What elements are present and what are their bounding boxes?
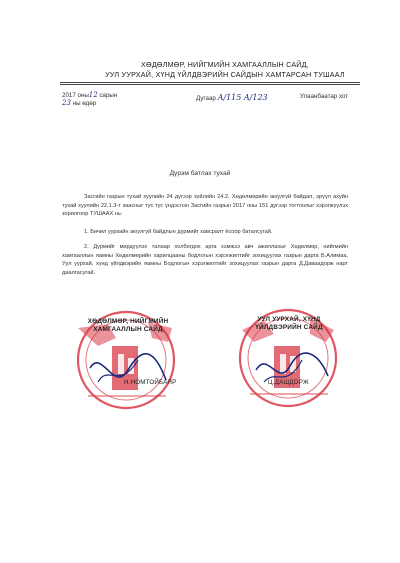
number-line: [196, 93, 268, 102]
date-line: [62, 91, 117, 99]
date-month-handwritten: 12: [88, 91, 98, 99]
left-signatory-name: Н.НОМТОЙБАЯР: [124, 379, 177, 386]
right-title-line-2: ҮЙЛДВЭРИЙН САЙД: [255, 324, 323, 331]
header-line-1: ХӨДӨЛМӨР, НИЙГМИЙН ХАМГААЛЛЫН САЙД,: [141, 60, 309, 69]
right-signatory-title: [234, 316, 344, 332]
left-signatory-title: [70, 318, 186, 334]
date-year: 2017 оны: [62, 92, 89, 99]
right-signatory-name: Ц.ДАШДОРЖ: [268, 379, 309, 386]
item-1: 1. Бичил уурхайн аюулгүй байдлын дүрмийг хавсралт ёсоор баталсугай.: [84, 229, 273, 235]
date-month-label: сарын: [99, 92, 118, 99]
header-rule-bottom: [60, 84, 360, 85]
number-label: Дугаар: [196, 95, 216, 102]
number-handwritten: A/115 A/123: [217, 93, 268, 102]
right-title-line-1: УУЛ УУРХАЙ, ХҮНД: [257, 316, 321, 323]
date-day-handwritten: 23: [62, 99, 71, 107]
date-day-label: ны өдөр: [72, 100, 97, 107]
order-header: [80, 60, 370, 80]
left-stamp-seal: [68, 298, 186, 416]
right-stamp-seal: [228, 296, 346, 414]
header-line-2: УУЛ УУРХАЙ, ХҮНД ҮЙЛДВЭРИЙН САЙДЫН ХАМТАРСАН ТУШААЛ: [105, 70, 345, 79]
day-line: [62, 99, 96, 107]
left-title-line-1: ХӨДӨЛМӨР, НИЙГМИЙН: [87, 318, 169, 325]
paragraph-2: 2. Дүрмийг мөрдүүлэх талаар холбогдох арга хэмжээ авч ажиллахыг Хөдөлмөр, нийгмийн хамгааллын яамны Хөдөлмөрийн харилцааны бодлогын хэрэгжилтийг зохицуулах газрын дарга Б.Алимаа, Уул уурхай, хүнд үйлдвэрийн яамны Бодлогын хэрэгжилтийг зохицуулах газрын дарга Д.Даваадорж нарт даалгасугай.: [62, 244, 348, 276]
left-title-line-2: ХАМГААЛЛЫН САЙД: [93, 326, 163, 333]
header-rule-top: [60, 82, 360, 83]
document-title: Дүрэм батлах тухай: [169, 170, 231, 177]
paragraph-1: Засгийн газрын тухай хуулийн 24 дүгээр зүйлийн 24.2, Хөдөлмөрийн аюулгүй байдал, эрүүл ахуйн тухай хуулийн 22.1.3-т заасныг тус тус үндэслэн Засгийн газрын 2017 оны 151 дүгээр тогтоолыг хэрэгжүүлэх зорилгоор ТУШААХ нь:: [62, 194, 348, 218]
city: Улаанбаатар хот: [300, 93, 349, 100]
